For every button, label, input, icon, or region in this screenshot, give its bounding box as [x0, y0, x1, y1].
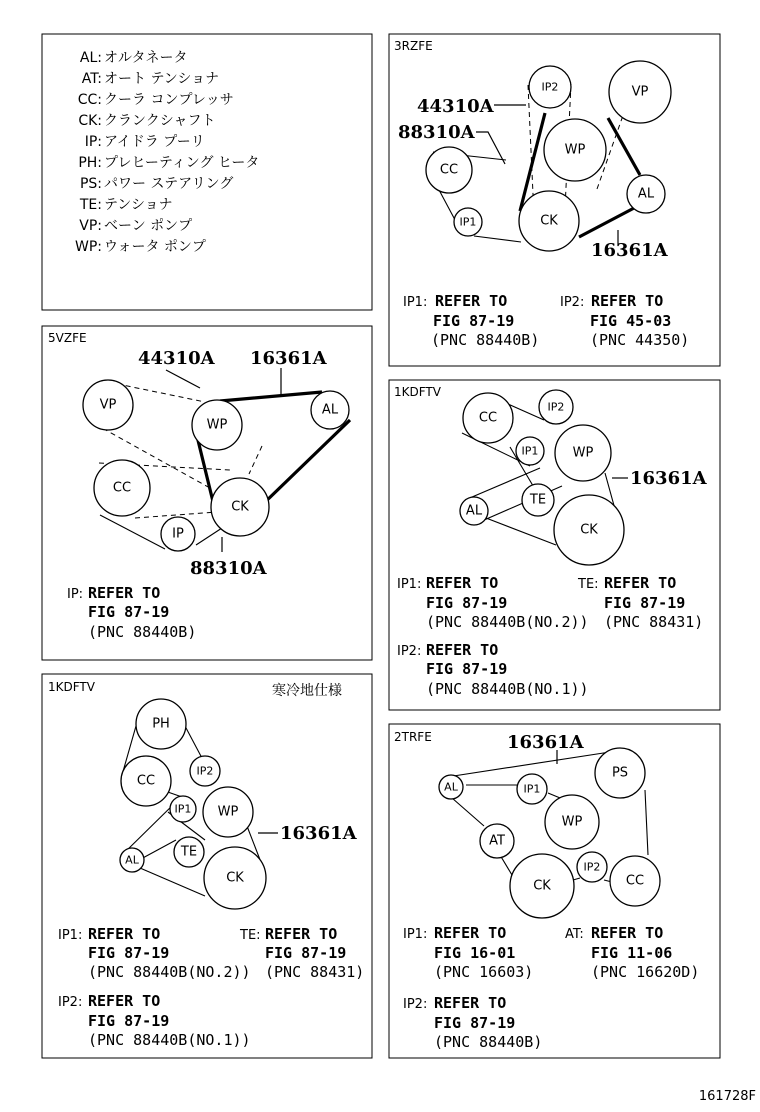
- legend-code: TE:: [79, 197, 102, 213]
- legend-name: オート テンショナ: [104, 71, 220, 87]
- panel-2trfe: [389, 724, 720, 1058]
- pulley-label: CC: [439, 162, 459, 178]
- pulley-label: CK: [226, 870, 244, 886]
- pulley-label: AL: [125, 853, 139, 867]
- svg-text:REFER TO: REFER TO: [591, 924, 664, 942]
- svg-text:FIG 87-19: FIG 87-19: [426, 594, 508, 612]
- part-number-16361a: 16361A: [591, 240, 668, 261]
- svg-text:FIG 45-03: FIG 45-03: [590, 312, 672, 330]
- ref-note: [58, 992, 251, 1049]
- svg-text:(PNC 88431): (PNC 88431): [265, 963, 365, 981]
- pulley-label: PH: [152, 716, 170, 732]
- svg-text:FIG 11-06: FIG 11-06: [591, 944, 673, 962]
- svg-text:TE:: TE:: [578, 577, 599, 592]
- legend-list: [75, 50, 259, 255]
- part-number-88310a: 88310A: [190, 558, 267, 579]
- ref-note: [239, 925, 364, 981]
- legend-code: PS:: [79, 176, 102, 192]
- svg-text:(PNC 88440B(NO.1)): (PNC 88440B(NO.1)): [426, 680, 589, 698]
- pulley-label: TE: [180, 844, 198, 860]
- svg-text:(PNC 88440B(NO.2)): (PNC 88440B(NO.2)): [426, 613, 589, 631]
- svg-text:REFER TO: REFER TO: [604, 574, 677, 592]
- legend-name: クーラ コンプレッサ: [104, 92, 234, 108]
- svg-text:(PNC 44350): (PNC 44350): [590, 331, 690, 349]
- svg-text:IP:: IP:: [67, 587, 84, 602]
- pulley-label: WP: [206, 417, 228, 433]
- svg-text:(PNC 88440B): (PNC 88440B): [434, 1033, 543, 1051]
- pulley-label: IP2: [541, 80, 559, 94]
- svg-text:(PNC 88440B(NO.1)): (PNC 88440B(NO.1)): [88, 1031, 251, 1049]
- pulley-label: CK: [231, 499, 249, 515]
- legend-code: CC:: [77, 92, 102, 108]
- pulley-label: CK: [580, 522, 598, 538]
- svg-text:REFER TO: REFER TO: [88, 992, 161, 1010]
- engine-label: 1KDFTV: [394, 385, 441, 399]
- pulley-label: IP: [172, 526, 184, 542]
- legend-name: テンショナ: [104, 197, 173, 213]
- ref-note: [403, 292, 539, 349]
- pulley-label: AL: [444, 780, 458, 794]
- svg-text:FIG 87-19: FIG 87-19: [604, 594, 686, 612]
- svg-text:REFER TO: REFER TO: [591, 292, 664, 310]
- svg-text:REFER TO: REFER TO: [88, 584, 161, 602]
- svg-text:REFER TO: REFER TO: [435, 292, 508, 310]
- svg-text:REFER TO: REFER TO: [426, 574, 499, 592]
- legend-name: クランクシャフト: [104, 113, 216, 129]
- legend-name: ベーン ポンプ: [104, 218, 193, 234]
- svg-text:TE:: TE:: [240, 928, 261, 943]
- svg-text:IP2:: IP2:: [403, 997, 428, 1012]
- pulley-label: IP1: [521, 444, 539, 458]
- legend-code: WP:: [74, 239, 102, 255]
- engine-label: 5VZFE: [48, 331, 87, 345]
- svg-text:FIG 87-19: FIG 87-19: [434, 1014, 516, 1032]
- svg-text:IP1:: IP1:: [403, 295, 428, 310]
- svg-text:IP1:: IP1:: [397, 577, 422, 592]
- part-number-16361a: 16361A: [250, 348, 327, 369]
- svg-text:IP2:: IP2:: [560, 295, 585, 310]
- svg-text:FIG 87-19: FIG 87-19: [88, 603, 170, 621]
- part-number-44310a: 44310A: [138, 348, 215, 369]
- part-number-16361a: 16361A: [630, 468, 707, 489]
- panel-5vzfe: [42, 326, 372, 660]
- ref-note: [403, 924, 533, 981]
- svg-text:(PNC 88440B(NO.2)): (PNC 88440B(NO.2)): [88, 963, 251, 981]
- pulley-label: IP2: [196, 764, 214, 778]
- ref-note: [67, 584, 196, 641]
- legend-code: PH:: [78, 155, 102, 171]
- pulley-label: IP1: [459, 215, 477, 229]
- part-number-16361a: 16361A: [507, 732, 584, 753]
- legend-code: CK:: [78, 113, 102, 129]
- legend-name: オルタネータ: [104, 50, 188, 66]
- figure-id: 161728F: [698, 1089, 756, 1104]
- legend-name: アイドラ プーリ: [104, 134, 205, 150]
- pulley-label: AL: [465, 503, 483, 519]
- pulley-label: CC: [478, 410, 498, 426]
- legend-name: プレヒーティング ヒータ: [104, 155, 260, 171]
- pulley-label: AT: [489, 833, 505, 849]
- svg-text:REFER TO: REFER TO: [434, 994, 507, 1012]
- svg-text:(PNC 88440B): (PNC 88440B): [88, 623, 197, 641]
- legend-code: VP:: [79, 218, 102, 234]
- panel-1kdftv-cold: [42, 674, 372, 1058]
- pulley-label: WP: [561, 814, 583, 830]
- svg-text:AT:: AT:: [565, 927, 584, 942]
- svg-text:REFER TO: REFER TO: [88, 925, 161, 943]
- ref-note: [58, 925, 251, 981]
- svg-text:(PNC 88440B): (PNC 88440B): [431, 331, 540, 349]
- legend-code: AT:: [81, 71, 102, 87]
- panel-3rzfe: [389, 34, 720, 366]
- pulley-label: IP1: [523, 782, 541, 796]
- cold-climate-note: 寒冷地仕様: [272, 683, 342, 699]
- svg-text:FIG 87-19: FIG 87-19: [88, 1012, 170, 1030]
- svg-text:FIG 87-19: FIG 87-19: [433, 312, 515, 330]
- pulley-label: CK: [540, 213, 558, 229]
- ref-note: [397, 641, 589, 698]
- part-number-44310a: 44310A: [417, 96, 494, 117]
- pulley-label: CK: [533, 878, 551, 894]
- ref-note: [577, 574, 703, 631]
- svg-text:IP1:: IP1:: [58, 928, 83, 943]
- pulley-label: WP: [217, 804, 239, 820]
- svg-text:IP1:: IP1:: [403, 927, 428, 942]
- svg-text:FIG 87-19: FIG 87-19: [88, 944, 170, 962]
- ref-note: [565, 924, 699, 981]
- ref-note: [397, 574, 589, 631]
- engine-label: 2TRFE: [394, 730, 432, 744]
- pulley-label: VP: [631, 84, 649, 100]
- ref-note: [560, 292, 689, 349]
- part-number-88310a: 88310A: [398, 122, 475, 143]
- svg-text:FIG 87-19: FIG 87-19: [426, 660, 508, 678]
- ref-note: [403, 994, 542, 1051]
- svg-text:(PNC 88431): (PNC 88431): [604, 613, 704, 631]
- svg-text:REFER TO: REFER TO: [265, 925, 338, 943]
- pulley-label: IP2: [547, 400, 565, 414]
- svg-text:IP2:: IP2:: [58, 995, 83, 1010]
- panel-1kdftv: [389, 380, 720, 710]
- pulley-label: TE: [529, 492, 547, 508]
- legend-code: AL:: [79, 50, 102, 66]
- pulley-label: VP: [99, 397, 117, 413]
- pulley-label: CC: [136, 773, 156, 789]
- engine-label: 1KDFTV: [48, 680, 95, 694]
- legend-name: ウォータ ポンプ: [104, 239, 206, 255]
- pulley-label: AL: [321, 402, 339, 418]
- svg-text:FIG 16-01: FIG 16-01: [434, 944, 516, 962]
- pulley-label: IP1: [174, 802, 192, 816]
- pulley-label: IP2: [583, 860, 601, 874]
- svg-text:REFER TO: REFER TO: [434, 924, 507, 942]
- svg-text:FIG 87-19: FIG 87-19: [265, 944, 347, 962]
- svg-text:(PNC 16620D): (PNC 16620D): [591, 963, 700, 981]
- svg-text:IP2:: IP2:: [397, 644, 422, 659]
- pulley-label: CC: [112, 480, 132, 496]
- pulley-label: WP: [572, 445, 594, 461]
- svg-text:(PNC 16603): (PNC 16603): [434, 963, 534, 981]
- pulley-label: CC: [625, 873, 645, 889]
- pulley-label: AL: [637, 186, 655, 202]
- svg-text:REFER TO: REFER TO: [426, 641, 499, 659]
- part-number-16361a: 16361A: [280, 823, 357, 844]
- legend-name: パワー ステアリング: [104, 176, 234, 192]
- pulley-label: PS: [611, 765, 629, 781]
- pulley-label: WP: [564, 142, 586, 158]
- legend-code: IP:: [84, 134, 102, 150]
- engine-label: 3RZFE: [394, 39, 433, 53]
